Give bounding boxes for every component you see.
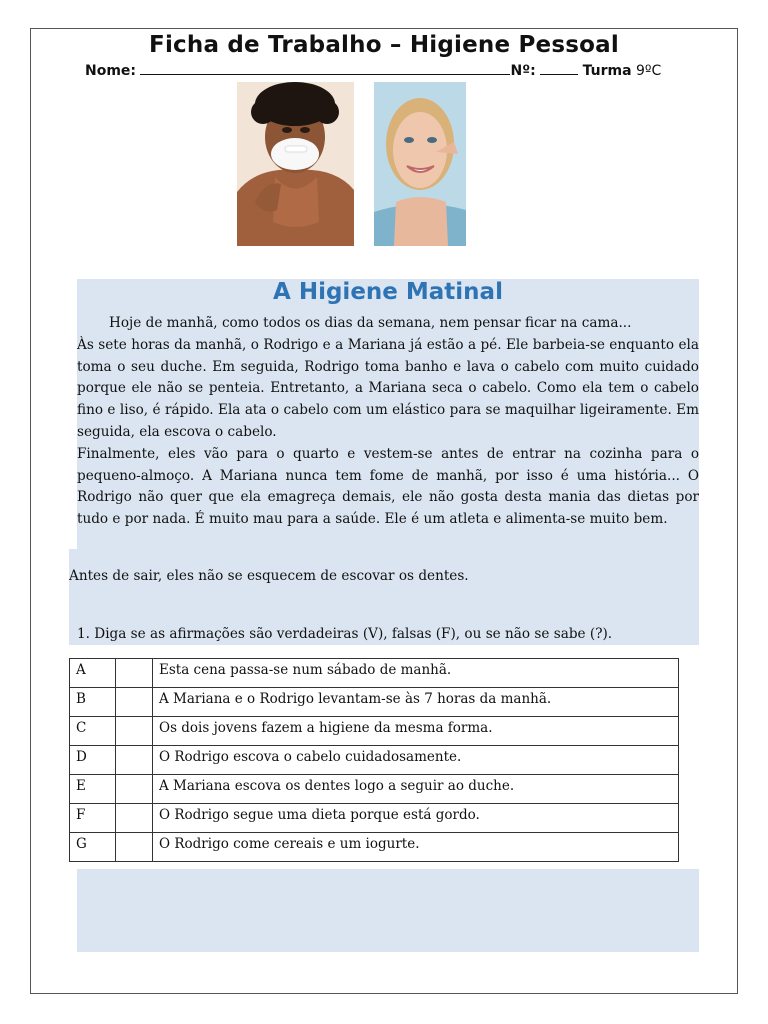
answer-cell[interactable] [116, 804, 153, 833]
exercise-question: 1. Diga se as afirmações são verdadeiras (V), falsas (F), ou se não se sabe (?). [77, 626, 613, 642]
woman-smiling-photo [374, 82, 466, 246]
statement-cell: O Rodrigo come cereais e um iogurte. [153, 833, 679, 862]
answer-cell[interactable] [116, 775, 153, 804]
true-false-table [69, 658, 679, 862]
number-field[interactable] [540, 62, 578, 75]
statement-cell: O Rodrigo escova o cabelo cuidadosamente. [153, 746, 679, 775]
answer-cell[interactable] [116, 717, 153, 746]
table-row [70, 775, 679, 804]
table-row [70, 688, 679, 717]
answer-cell[interactable] [116, 659, 153, 688]
row-letter: C [70, 717, 116, 746]
story-paragraph: Finalmente, eles vão para o quarto e vestem-se antes de entrar na cozinha para o pequeno-almoço. A Mariana nunca tem fome de manhã, por isso é uma história... O Rodrigo não quer que ela emagreça demais, ele não gosta desta mania das dietas por tudo e por nada. É muito mau para a saúde. Ele é um atleta e alimenta-se muito bem. [77, 445, 699, 528]
row-letter: G [70, 833, 116, 862]
answer-cell[interactable] [116, 688, 153, 717]
class-label: Turma [582, 63, 632, 79]
row-letter: A [70, 659, 116, 688]
table-row [70, 659, 679, 688]
bottom-highlight-box [77, 869, 699, 952]
student-info-row [85, 62, 705, 79]
answer-cell[interactable] [116, 833, 153, 862]
name-label: Nome: [85, 63, 137, 79]
table-row [70, 717, 679, 746]
row-letter: F [70, 804, 116, 833]
answer-cell[interactable] [116, 746, 153, 775]
man-shaving-photo [237, 82, 354, 246]
story-text [77, 313, 699, 531]
story-closing: Antes de sair, eles não se esquecem de escovar os dentes. [69, 568, 469, 584]
statement-cell: Os dois jovens fazem a higiene da mesma forma. [153, 717, 679, 746]
statement-cell: A Mariana escova os dentes logo a seguir ao duche. [153, 775, 679, 804]
statement-cell: Esta cena passa-se num sábado de manhã. [153, 659, 679, 688]
story-title: A Higiene Matinal [273, 279, 503, 305]
statement-cell: O Rodrigo segue uma dieta porque está gordo. [153, 804, 679, 833]
number-label: Nº: [510, 63, 536, 79]
name-field[interactable] [140, 62, 510, 75]
class-value: 9ºC [635, 63, 662, 79]
statement-cell: A Mariana e o Rodrigo levantam-se às 7 horas da manhã. [153, 688, 679, 717]
table-row [70, 746, 679, 775]
story-paragraph: Às sete horas da manhã, o Rodrigo e a Mariana já estão a pé. Ele barbeia-se enquanto ela toma o seu duche. Em seguida, Rodrigo toma banho e lava o cabelo com muito cuidado porque ele não se penteia. Entretanto, a Mariana seca o cabelo. Como ela tem o cabelo fino e liso, é rápido. Ela ata o cabelo com um elástico para se maquilhar ligeiramente. Em seguida, ela escova o cabelo. [77, 336, 699, 440]
story-paragraph: Hoje de manhã, como todos os dias da semana, nem pensar ficar na cama... [109, 315, 632, 331]
table-row [70, 833, 679, 862]
row-letter: D [70, 746, 116, 775]
worksheet-title: Ficha de Trabalho – Higiene Pessoal [149, 32, 619, 58]
table-row [70, 804, 679, 833]
row-letter: E [70, 775, 116, 804]
row-letter: B [70, 688, 116, 717]
